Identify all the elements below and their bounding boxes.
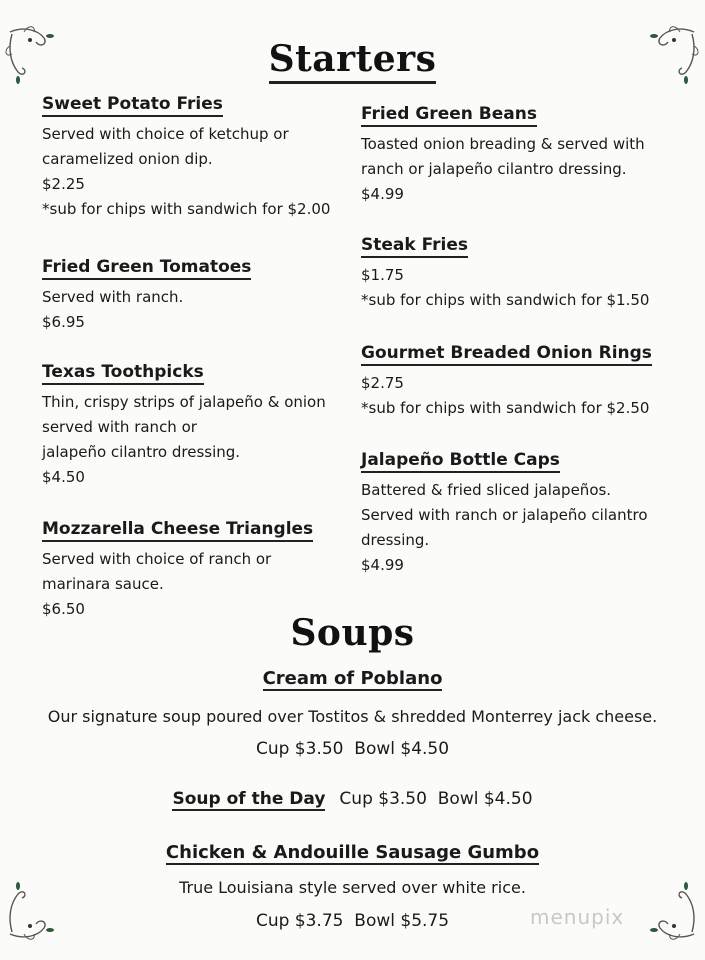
starters-heading — [0, 38, 705, 80]
item-description: served with ranch or — [42, 418, 197, 436]
bowl-price: Bowl $4.50 — [354, 739, 450, 759]
cup-price: Cup $3.50 — [339, 789, 427, 809]
soup-name-text: Cream of Poblano — [262, 668, 443, 689]
item-note: *sub for chips with sandwich for $1.50 — [361, 291, 650, 309]
item-price: $2.25 — [42, 175, 85, 193]
item-price: $2.75 — [361, 374, 404, 392]
menu-item-fried-green-tomatoes — [42, 257, 251, 335]
cup-price: Cup $3.50 — [255, 739, 344, 759]
soup-name-gumbo — [0, 842, 705, 864]
soup-prices — [0, 739, 705, 759]
item-note: *sub for chips with sandwich for $2.00 — [42, 200, 331, 218]
item-name: Mozzarella Cheese Triangles — [42, 519, 313, 542]
soup-name-text: Chicken & Andouille Sausage Gumbo — [165, 842, 540, 863]
item-description: Served with choice of ranch or — [42, 550, 272, 568]
item-description: Battered & fried sliced jalapeños. — [361, 481, 612, 499]
item-description: Served with ranch. — [42, 288, 184, 306]
item-note: *sub for chips with sandwich for $2.50 — [361, 399, 650, 417]
soup-name-cream-of-poblano — [0, 668, 705, 690]
menu-item-texas-toothpicks — [42, 362, 326, 490]
starters-heading-text: Starters — [269, 38, 437, 84]
item-price: $6.50 — [42, 600, 85, 618]
item-name: Fried Green Tomatoes — [42, 257, 251, 280]
item-price: $4.99 — [361, 185, 404, 203]
cup-price: Cup $3.75 — [255, 911, 344, 931]
item-description: Served with choice of ketchup or — [42, 125, 289, 143]
soup-of-the-day — [0, 789, 705, 809]
soup-description: Our signature soup poured over Tostitos & shredded Monterrey jack cheese. — [47, 707, 658, 726]
bowl-price: Bowl $5.75 — [354, 911, 450, 931]
soups-heading: Soups — [290, 612, 415, 654]
item-description: jalapeño cilantro dressing. — [42, 443, 241, 461]
menu-item-fried-green-beans — [361, 104, 645, 207]
item-name: Jalapeño Bottle Caps — [361, 450, 560, 473]
bowl-price: Bowl $4.50 — [437, 789, 533, 809]
watermark: menupix — [530, 905, 625, 929]
item-price: $1.75 — [361, 266, 404, 284]
item-price: $6.95 — [42, 313, 85, 331]
menu-item-gourmet-breaded-onion-rings — [361, 343, 652, 421]
menu-item-jalapeno-bottle-caps — [361, 450, 648, 578]
item-description: Thin, crispy strips of jalapeño & onion — [42, 393, 326, 411]
menu-item-steak-fries — [361, 235, 649, 313]
item-price: $4.50 — [42, 468, 85, 486]
item-price: $4.99 — [361, 556, 404, 574]
item-description: Toasted onion breading & served with — [361, 135, 645, 153]
item-name: Fried Green Beans — [361, 104, 537, 127]
item-description: dressing. — [361, 531, 430, 549]
item-name: Texas Toothpicks — [42, 362, 204, 385]
item-description: ranch or jalapeño cilantro dressing. — [361, 160, 627, 178]
item-description: Served with ranch or jalapeño cilantro — [361, 506, 648, 524]
item-name: Sweet Potato Fries — [42, 94, 223, 117]
soup-name-text: Soup of the Day — [172, 789, 326, 809]
menu-item-mozzarella-cheese-triangles — [42, 519, 313, 622]
menu-item-sweet-potato-fries — [42, 94, 330, 222]
soup-description: True Louisiana style served over white rice. — [179, 878, 526, 897]
item-name: Steak Fries — [361, 235, 468, 258]
item-description: marinara sauce. — [42, 575, 164, 593]
item-description: caramelized onion dip. — [42, 150, 213, 168]
item-name: Gourmet Breaded Onion Rings — [361, 343, 652, 366]
